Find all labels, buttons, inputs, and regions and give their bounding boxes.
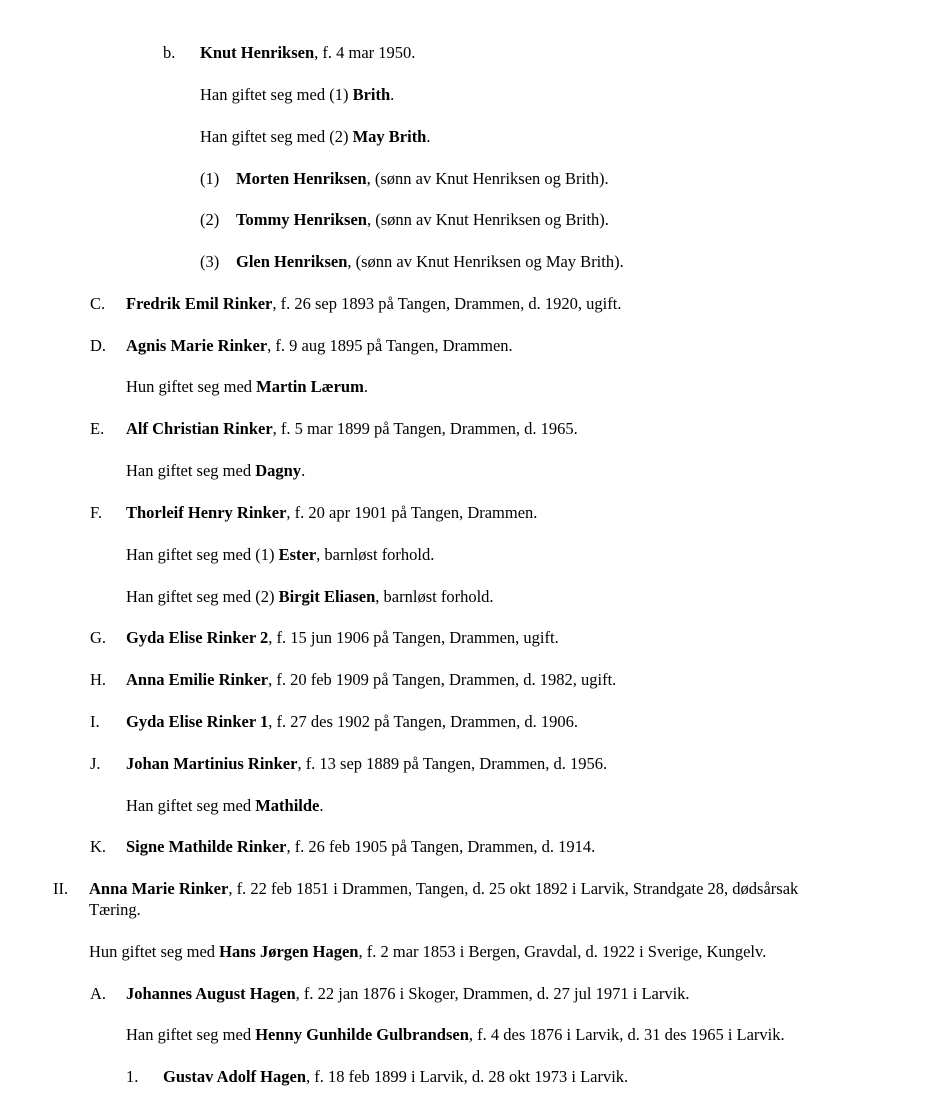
entry-details: . <box>301 461 306 480</box>
marriage-prefix: Han giftet seg med (2) <box>200 127 353 146</box>
person-name: Anna Emilie Rinker <box>126 670 269 689</box>
entry-details: , f. 2 mar 1853 i Bergen, Gravdal, d. 1922 i Sverige, Kungelv. <box>358 942 767 961</box>
entry-details: , f. 18 feb 1899 i Larvik, d. 28 okt 1973 i Larvik. <box>306 1067 629 1086</box>
entry-details: , f. 4 mar 1950. <box>314 43 416 62</box>
entry-details: , f. 26 feb 1905 på Tangen, Drammen, d. 1914. <box>286 837 596 856</box>
marriage-line <box>126 377 368 397</box>
entry-details: , f. 22 jan 1876 i Skoger, Drammen, d. 27 jul 1971 i Larvik. <box>295 984 690 1003</box>
entry-details: , f. 20 apr 1901 på Tangen, Drammen. <box>286 503 538 522</box>
entry-details: . <box>390 85 395 104</box>
entry-line <box>126 419 578 439</box>
entry-label: I. <box>90 712 100 731</box>
entry-line <box>126 628 559 648</box>
spouse-name: Brith <box>352 85 391 104</box>
entry-label: II. <box>53 879 69 898</box>
entry-details: . <box>426 127 431 146</box>
marriage-line <box>126 545 434 565</box>
entry-details: . <box>319 796 324 815</box>
person-name: Tommy Henriksen <box>236 210 367 229</box>
entry-details: , f. 22 feb 1851 i Drammen, Tangen, d. 25 okt 1892 i Larvik, Strandgate 28, dødsårsak <box>228 879 799 898</box>
entry-line <box>236 210 609 230</box>
spouse-name: May Brith <box>352 127 427 146</box>
marriage-prefix: Hun giftet seg med <box>89 942 220 961</box>
entry-line <box>126 336 513 356</box>
marriage-prefix: Hun giftet seg med <box>126 377 257 396</box>
entry-line <box>236 252 624 272</box>
entry-details: , barnløst forhold. <box>316 545 435 564</box>
entry-label: 1. <box>126 1067 139 1086</box>
marriage-line <box>89 942 766 962</box>
entry-line <box>126 294 621 314</box>
marriage-prefix: Han giftet seg med <box>126 796 256 815</box>
entry-details: , f. 26 sep 1893 på Tangen, Drammen, d. 1920, ugift. <box>272 294 622 313</box>
entry-line <box>126 712 578 732</box>
entry-line <box>89 879 798 899</box>
entry-label: C. <box>90 294 106 313</box>
person-name: Johannes August Hagen <box>126 984 296 1003</box>
spouse-name: Henny Gunhilde Gulbrandsen <box>255 1025 469 1044</box>
entry-details: , f. 4 des 1876 i Larvik, d. 31 des 1965 i Larvik. <box>468 1025 785 1044</box>
spouse-name: Mathilde <box>255 796 320 815</box>
entry-label: G. <box>90 628 107 647</box>
entry-details: , (sønn av Knut Henriksen og Brith). <box>366 210 609 229</box>
marriage-prefix: Han giftet seg med (2) <box>126 587 279 606</box>
marriage-prefix: Han giftet seg med <box>126 1025 256 1044</box>
marriage-line <box>126 1025 785 1045</box>
entry-line <box>126 984 690 1004</box>
marriage-prefix: Han giftet seg med (1) <box>126 545 279 564</box>
entry-label: b. <box>163 43 176 62</box>
spouse-name: Martin Lærum <box>256 377 364 396</box>
entry-line <box>236 169 609 189</box>
marriage-prefix: Han giftet seg med (1) <box>200 85 353 104</box>
person-name: Gyda Elise Rinker 2 <box>126 628 269 647</box>
spouse-name: Ester <box>278 545 317 564</box>
person-name: Gyda Elise Rinker 1 <box>126 712 269 731</box>
person-name: Anna Marie Rinker <box>89 879 229 898</box>
entry-line <box>126 837 595 857</box>
marriage-line <box>200 127 431 147</box>
entry-label: (1) <box>200 169 220 188</box>
marriage-prefix: Han giftet seg med <box>126 461 256 480</box>
entry-details: , f. 27 des 1902 på Tangen, Drammen, d. 1906. <box>268 712 578 731</box>
person-name: Gustav Adolf Hagen <box>163 1067 307 1086</box>
entry-label: (3) <box>200 252 220 271</box>
entry-details: , f. 5 mar 1899 på Tangen, Drammen, d. 1965. <box>272 419 578 438</box>
entry-details: , (sønn av Knut Henriksen og Brith). <box>366 169 609 188</box>
entry-details: , f. 15 jun 1906 på Tangen, Drammen, ugift. <box>268 628 559 647</box>
entry-details: , f. 9 aug 1895 på Tangen, Drammen. <box>267 336 513 355</box>
person-name: Morten Henriksen <box>236 169 367 188</box>
spouse-name: Dagny <box>255 461 302 480</box>
entry-label: H. <box>90 670 107 689</box>
entry-details: , f. 20 feb 1909 på Tangen, Drammen, d. 1982, ugift. <box>268 670 617 689</box>
entry-details: , (sønn av Knut Henriksen og May Brith). <box>347 252 624 271</box>
person-name: Signe Mathilde Rinker <box>126 837 287 856</box>
marriage-line <box>200 85 394 105</box>
entry-label: E. <box>90 419 105 438</box>
marriage-line <box>126 461 305 481</box>
entry-line <box>126 754 607 774</box>
entry-details: . <box>363 377 368 396</box>
entry-label: (2) <box>200 210 220 229</box>
entry-line <box>126 503 537 523</box>
spouse-name: Birgit Eliasen <box>278 587 376 606</box>
entry-label: F. <box>90 503 102 522</box>
person-name: Johan Martinius Rinker <box>126 754 298 773</box>
entry-label: D. <box>90 336 107 355</box>
entry-label: K. <box>90 837 107 856</box>
entry-label: J. <box>90 754 101 773</box>
entry-line <box>200 43 415 63</box>
marriage-line <box>126 796 324 816</box>
marriage-line <box>126 587 494 607</box>
person-name: Agnis Marie Rinker <box>126 336 268 355</box>
entry-details: , f. 13 sep 1889 på Tangen, Drammen, d. 1956. <box>297 754 608 773</box>
spouse-name: Hans Jørgen Hagen <box>219 942 359 961</box>
person-name: Glen Henriksen <box>236 252 348 271</box>
person-name: Thorleif Henry Rinker <box>126 503 287 522</box>
entry-details: , barnløst forhold. <box>375 587 494 606</box>
entry-continuation: Tæring. <box>89 900 141 919</box>
person-name: Alf Christian Rinker <box>126 419 273 438</box>
entry-line <box>126 670 616 690</box>
entry-line <box>163 1067 628 1087</box>
person-name: Fredrik Emil Rinker <box>126 294 273 313</box>
entry-label: A. <box>90 984 107 1003</box>
person-name: Knut Henriksen <box>200 43 315 62</box>
